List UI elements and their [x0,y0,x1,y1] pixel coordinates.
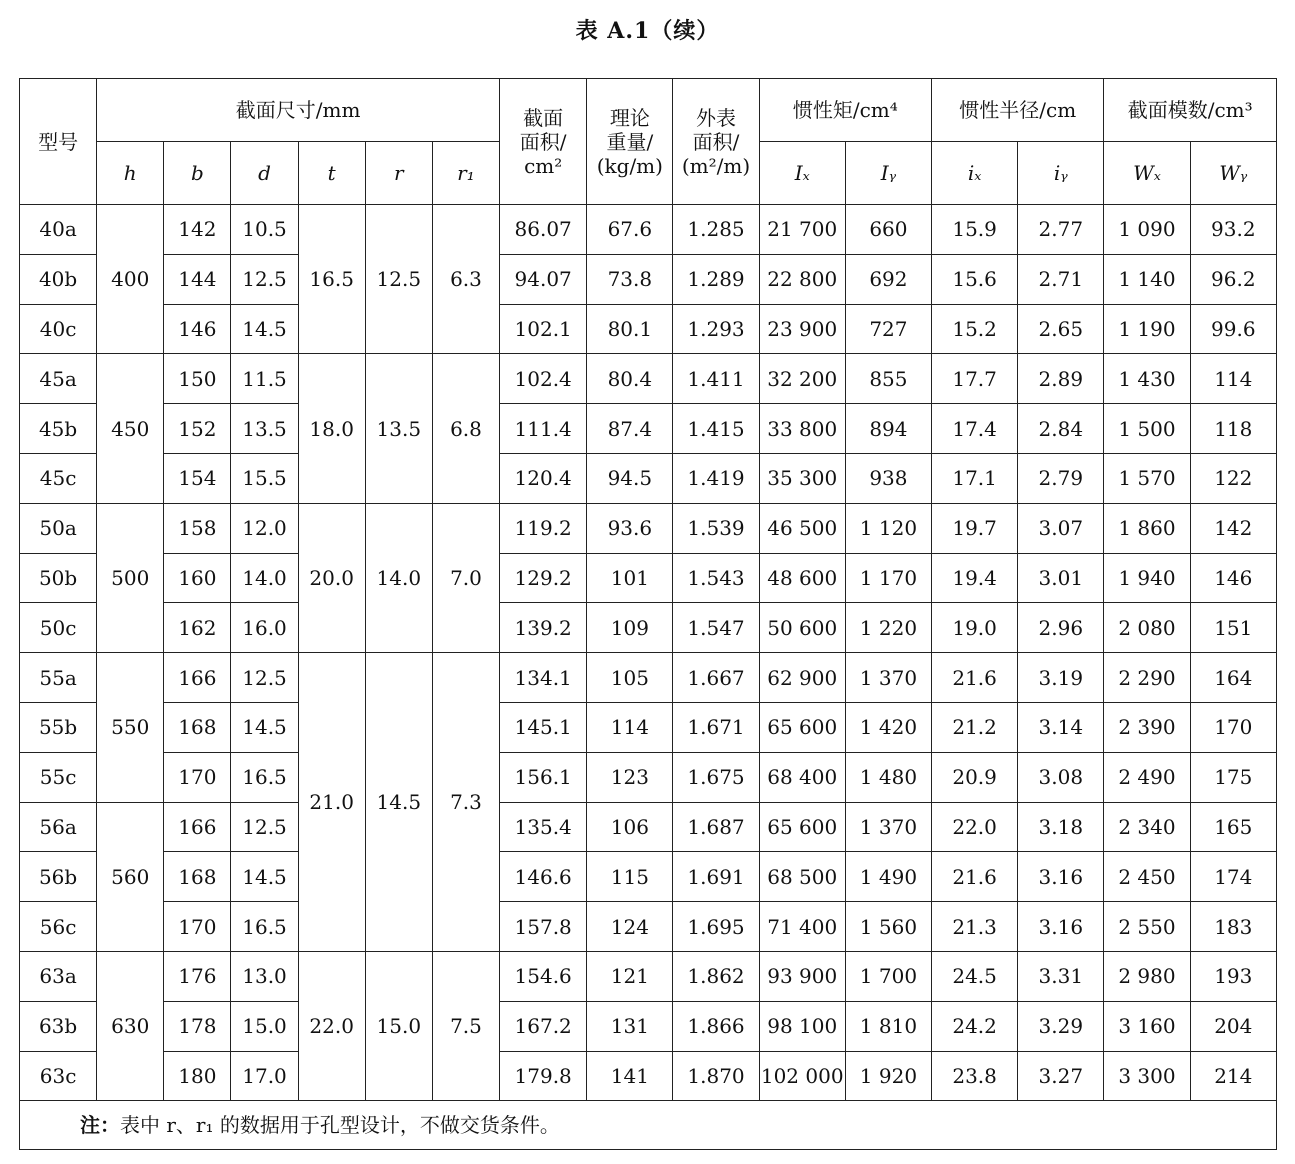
cell-b: 144 [164,254,231,304]
cell-ix-radius: 15.9 [932,205,1018,255]
cell-surface: 1.411 [673,354,759,404]
cell-r1: 6.3 [432,205,499,354]
cell-ix-moment: 46 500 [759,503,845,553]
cell-h: 400 [97,205,164,354]
header-area [500,79,587,205]
cell-area: 86.07 [500,205,587,255]
cell-b: 170 [164,902,231,952]
cell-iy-moment: 660 [845,205,931,255]
cell-iy-radius: 3.16 [1018,902,1104,952]
cell-iy-moment: 1 370 [845,653,931,703]
cell-weight: 141 [587,1051,673,1101]
header-surface [673,79,759,205]
cell-iy-moment: 855 [845,354,931,404]
cell-area: 119.2 [500,503,587,553]
cell-iy-radius: 3.31 [1018,951,1104,1001]
cell-d: 14.5 [231,304,298,354]
cell-surface: 1.419 [673,453,759,503]
cell-weight: 131 [587,1001,673,1051]
cell-area: 94.07 [500,254,587,304]
cell-ix-radius: 15.2 [932,304,1018,354]
cell-wx: 2 340 [1104,802,1190,852]
header-weight-line-2: 重量/ [606,129,654,154]
cell-surface: 1.691 [673,852,759,902]
cell-ix-radius: 21.3 [932,902,1018,952]
header-surface-line-1: 外表 [696,105,737,130]
cell-b: 180 [164,1051,231,1101]
cell-b: 166 [164,653,231,703]
cell-weight: 101 [587,553,673,603]
cell-ix-radius: 22.0 [932,802,1018,852]
cell-iy-moment: 1 480 [845,752,931,802]
cell-model: 45c [20,453,97,503]
cell-ix-radius: 19.7 [932,503,1018,553]
table-row [20,653,1277,703]
cell-ix-moment: 68 400 [759,752,845,802]
cell-weight: 124 [587,902,673,952]
cell-surface: 1.289 [673,254,759,304]
cell-wy: 99.6 [1190,304,1276,354]
cell-weight: 67.6 [587,205,673,255]
cell-iy-moment: 894 [845,404,931,454]
cell-wx: 1 860 [1104,503,1190,553]
cell-surface: 1.870 [673,1051,759,1101]
cell-b: 166 [164,802,231,852]
cell-ix-radius: 17.1 [932,453,1018,503]
cell-iy-moment: 1 810 [845,1001,931,1051]
cell-ix-moment: 22 800 [759,254,845,304]
cell-iy-moment: 1 170 [845,553,931,603]
cell-iy-moment: 1 700 [845,951,931,1001]
cell-area: 134.1 [500,653,587,703]
header-ix-radius: iₓ [932,142,1018,205]
cell-ix-moment: 33 800 [759,404,845,454]
cell-ix-radius: 15.6 [932,254,1018,304]
cell-surface: 1.667 [673,653,759,703]
cell-r: 12.5 [365,205,432,354]
cell-ix-radius: 17.4 [932,404,1018,454]
cell-iy-radius: 3.29 [1018,1001,1104,1051]
cell-iy-radius: 3.16 [1018,852,1104,902]
cell-weight: 93.6 [587,503,673,553]
cell-iy-moment: 1 120 [845,503,931,553]
header-h: h [97,142,164,205]
table-row [20,404,1277,454]
cell-d: 15.0 [231,1001,298,1051]
cell-surface: 1.866 [673,1001,759,1051]
header-b: b [164,142,231,205]
cell-model: 55b [20,702,97,752]
cell-iy-radius: 2.96 [1018,603,1104,653]
cell-area: 156.1 [500,752,587,802]
cell-d: 14.0 [231,553,298,603]
cell-surface: 1.293 [673,304,759,354]
cell-model: 40a [20,205,97,255]
cell-model: 50b [20,553,97,603]
note-label: 注： [80,1113,120,1138]
header-radius: 惯性半径/cm [932,79,1104,142]
cell-ix-radius: 21.2 [932,702,1018,752]
table-row [20,902,1277,952]
cell-surface: 1.415 [673,404,759,454]
table-row [20,951,1277,1001]
cell-ix-moment: 68 500 [759,852,845,902]
cell-ix-moment: 98 100 [759,1001,845,1051]
cell-weight: 73.8 [587,254,673,304]
cell-weight: 87.4 [587,404,673,454]
cell-surface: 1.671 [673,702,759,752]
header-wy: Wᵧ [1190,142,1276,205]
cell-wx: 2 390 [1104,702,1190,752]
cell-b: 152 [164,404,231,454]
cell-wy: 164 [1190,653,1276,703]
table-row [20,503,1277,553]
cell-d: 13.0 [231,951,298,1001]
cell-b: 146 [164,304,231,354]
cell-ix-radius: 19.0 [932,603,1018,653]
header-weight-line-1: 理论 [609,105,650,130]
cell-weight: 109 [587,603,673,653]
cell-wy: 146 [1190,553,1276,603]
cell-b: 154 [164,453,231,503]
table-row [20,453,1277,503]
cell-b: 142 [164,205,231,255]
cell-ix-radius: 21.6 [932,653,1018,703]
note-text: 表中 r、r₁ 的数据用于孔型设计，不做交货条件。 [120,1113,560,1138]
cell-ix-moment: 62 900 [759,653,845,703]
header-r1: r₁ [432,142,499,205]
cell-weight: 105 [587,653,673,703]
cell-area: 120.4 [500,453,587,503]
cell-surface: 1.547 [673,603,759,653]
cell-wy: 170 [1190,702,1276,752]
cell-d: 12.5 [231,653,298,703]
cell-ix-moment: 65 600 [759,702,845,752]
cell-b: 160 [164,553,231,603]
table-row [20,205,1277,255]
cell-iy-moment: 1 370 [845,802,931,852]
cell-wy: 142 [1190,503,1276,553]
cell-wx: 2 550 [1104,902,1190,952]
cell-iy-radius: 2.71 [1018,254,1104,304]
cell-d: 12.5 [231,802,298,852]
cell-iy-moment: 1 420 [845,702,931,752]
cell-surface: 1.539 [673,503,759,553]
cell-ix-moment: 50 600 [759,603,845,653]
cell-h: 630 [97,951,164,1100]
cell-wx: 1 500 [1104,404,1190,454]
header-surface-line-3: (m²/m) [681,153,751,178]
cell-model: 55a [20,653,97,703]
cell-area: 179.8 [500,1051,587,1101]
header-ix-moment: Iₓ [759,142,845,205]
cell-d: 14.5 [231,852,298,902]
cell-t: 20.0 [298,503,365,652]
cell-iy-moment: 1 220 [845,603,931,653]
cell-b: 162 [164,603,231,653]
cell-b: 168 [164,852,231,902]
cell-ix-moment: 71 400 [759,902,845,952]
cell-iy-radius: 2.65 [1018,304,1104,354]
table-body [20,205,1277,1101]
cell-iy-radius: 3.27 [1018,1051,1104,1101]
table-row [20,1051,1277,1101]
cell-r: 14.5 [365,653,432,952]
cell-model: 45b [20,404,97,454]
cell-ix-radius: 19.4 [932,553,1018,603]
cell-r: 13.5 [365,354,432,503]
cell-ix-moment: 65 600 [759,802,845,852]
cell-d: 17.0 [231,1051,298,1101]
cell-d: 10.5 [231,205,298,255]
cell-iy-radius: 2.84 [1018,404,1104,454]
cell-wy: 183 [1190,902,1276,952]
cell-area: 154.6 [500,951,587,1001]
cell-d: 12.5 [231,254,298,304]
cell-area: 167.2 [500,1001,587,1051]
cell-ix-moment: 21 700 [759,205,845,255]
cell-surface: 1.862 [673,951,759,1001]
cell-wy: 122 [1190,453,1276,503]
header-dims: 截面尺寸/mm [97,79,500,142]
cell-area: 157.8 [500,902,587,952]
cell-surface: 1.687 [673,802,759,852]
cell-iy-radius: 3.19 [1018,653,1104,703]
header-model: 型号 [20,79,97,205]
cell-ix-moment: 102 000 [759,1051,845,1101]
cell-model: 55c [20,752,97,802]
cell-area: 145.1 [500,702,587,752]
table-row [20,304,1277,354]
cell-d: 16.5 [231,902,298,952]
table-row [20,802,1277,852]
table-row [20,1001,1277,1051]
cell-b: 176 [164,951,231,1001]
cell-wx: 1 190 [1104,304,1190,354]
cell-ix-moment: 48 600 [759,553,845,603]
header-surface-line-2: 面积/ [692,129,740,154]
cell-wx: 2 290 [1104,653,1190,703]
cell-r: 14.0 [365,503,432,652]
cell-r1: 7.0 [432,503,499,652]
cell-surface: 1.543 [673,553,759,603]
cell-model: 56a [20,802,97,852]
cell-d: 16.5 [231,752,298,802]
cell-iy-moment: 692 [845,254,931,304]
cell-wx: 3 300 [1104,1051,1190,1101]
cell-wy: 175 [1190,752,1276,802]
cell-surface: 1.695 [673,902,759,952]
cell-surface: 1.675 [673,752,759,802]
table-row [20,603,1277,653]
header-wx: Wₓ [1104,142,1190,205]
cell-h: 500 [97,503,164,652]
cell-h: 550 [97,653,164,802]
cell-ix-moment: 93 900 [759,951,845,1001]
cell-wx: 2 080 [1104,603,1190,653]
cell-model: 40c [20,304,97,354]
cell-weight: 123 [587,752,673,802]
cell-weight: 80.4 [587,354,673,404]
cell-model: 56c [20,902,97,952]
cell-wx: 1 090 [1104,205,1190,255]
cell-iy-moment: 938 [845,453,931,503]
table-row [20,702,1277,752]
cell-ix-radius: 17.7 [932,354,1018,404]
header-modulus: 截面模数/cm³ [1104,79,1277,142]
cell-wx: 2 490 [1104,752,1190,802]
cell-t: 18.0 [298,354,365,503]
cell-ix-moment: 35 300 [759,453,845,503]
cell-iy-moment: 727 [845,304,931,354]
cell-model: 45a [20,354,97,404]
table-row [20,553,1277,603]
cell-b: 178 [164,1001,231,1051]
cell-r1: 6.8 [432,354,499,503]
cell-iy-radius: 2.79 [1018,453,1104,503]
cell-t: 22.0 [298,951,365,1100]
cell-ix-moment: 32 200 [759,354,845,404]
header-weight [587,79,673,205]
header-t: t [298,142,365,205]
cell-t: 16.5 [298,205,365,354]
cell-weight: 94.5 [587,453,673,503]
cell-wy: 165 [1190,802,1276,852]
cell-iy-radius: 3.07 [1018,503,1104,553]
cell-iy-radius: 3.18 [1018,802,1104,852]
cell-r1: 7.3 [432,653,499,952]
cell-d: 15.5 [231,453,298,503]
cell-surface: 1.285 [673,205,759,255]
cell-wx: 1 940 [1104,553,1190,603]
cell-wx: 2 450 [1104,852,1190,902]
cell-iy-moment: 1 560 [845,902,931,952]
header-area-line-2: 面积/ [519,129,567,154]
cell-area: 146.6 [500,852,587,902]
header-area-line-1: 截面 [523,105,564,130]
cell-wx: 3 160 [1104,1001,1190,1051]
table-note [20,1101,1277,1150]
header-inertia: 惯性矩/cm⁴ [759,79,931,142]
header-d: d [231,142,298,205]
cell-wx: 1 570 [1104,453,1190,503]
cell-ix-radius: 23.8 [932,1051,1018,1101]
cell-ix-radius: 24.5 [932,951,1018,1001]
cell-iy-radius: 2.89 [1018,354,1104,404]
cell-weight: 121 [587,951,673,1001]
header-r: r [365,142,432,205]
table-row [20,254,1277,304]
cell-area: 102.4 [500,354,587,404]
cell-area: 129.2 [500,553,587,603]
cell-h: 450 [97,354,164,503]
cell-d: 16.0 [231,603,298,653]
cell-iy-radius: 3.01 [1018,553,1104,603]
cell-ix-moment: 23 900 [759,304,845,354]
header-weight-line-3: (kg/m) [596,153,663,178]
cell-h: 560 [97,802,164,951]
cell-b: 158 [164,503,231,553]
section-steel-table [19,78,1277,1150]
cell-model: 50a [20,503,97,553]
cell-wy: 214 [1190,1051,1276,1101]
cell-weight: 115 [587,852,673,902]
cell-r1: 7.5 [432,951,499,1100]
cell-model: 56b [20,852,97,902]
cell-iy-radius: 3.14 [1018,702,1104,752]
cell-iy-radius: 3.08 [1018,752,1104,802]
cell-ix-radius: 20.9 [932,752,1018,802]
cell-b: 170 [164,752,231,802]
cell-d: 11.5 [231,354,298,404]
cell-r: 15.0 [365,951,432,1100]
cell-t: 21.0 [298,653,365,952]
cell-ix-radius: 24.2 [932,1001,1018,1051]
cell-b: 168 [164,702,231,752]
cell-weight: 106 [587,802,673,852]
header-area-line-3: cm² [524,153,563,178]
cell-iy-moment: 1 490 [845,852,931,902]
cell-wx: 1 140 [1104,254,1190,304]
cell-d: 13.5 [231,404,298,454]
cell-b: 150 [164,354,231,404]
cell-area: 102.1 [500,304,587,354]
table-row [20,852,1277,902]
cell-wy: 174 [1190,852,1276,902]
cell-area: 139.2 [500,603,587,653]
cell-area: 135.4 [500,802,587,852]
cell-iy-radius: 2.77 [1018,205,1104,255]
header-iy-radius: iᵧ [1018,142,1104,205]
cell-model: 40b [20,254,97,304]
cell-wx: 2 980 [1104,951,1190,1001]
cell-wy: 193 [1190,951,1276,1001]
cell-model: 50c [20,603,97,653]
cell-d: 12.0 [231,503,298,553]
cell-model: 63b [20,1001,97,1051]
cell-wx: 1 430 [1104,354,1190,404]
cell-model: 63c [20,1051,97,1101]
table-row [20,354,1277,404]
cell-ix-radius: 21.6 [932,852,1018,902]
table-row [20,752,1277,802]
cell-wy: 204 [1190,1001,1276,1051]
cell-wy: 114 [1190,354,1276,404]
table-title: 表 A.1（续） [575,18,720,44]
cell-iy-moment: 1 920 [845,1051,931,1101]
cell-wy: 93.2 [1190,205,1276,255]
cell-wy: 96.2 [1190,254,1276,304]
cell-wy: 118 [1190,404,1276,454]
cell-model: 63a [20,951,97,1001]
cell-d: 14.5 [231,702,298,752]
cell-weight: 114 [587,702,673,752]
cell-wy: 151 [1190,603,1276,653]
cell-weight: 80.1 [587,304,673,354]
cell-area: 111.4 [500,404,587,454]
header-iy-moment: Iᵧ [845,142,931,205]
